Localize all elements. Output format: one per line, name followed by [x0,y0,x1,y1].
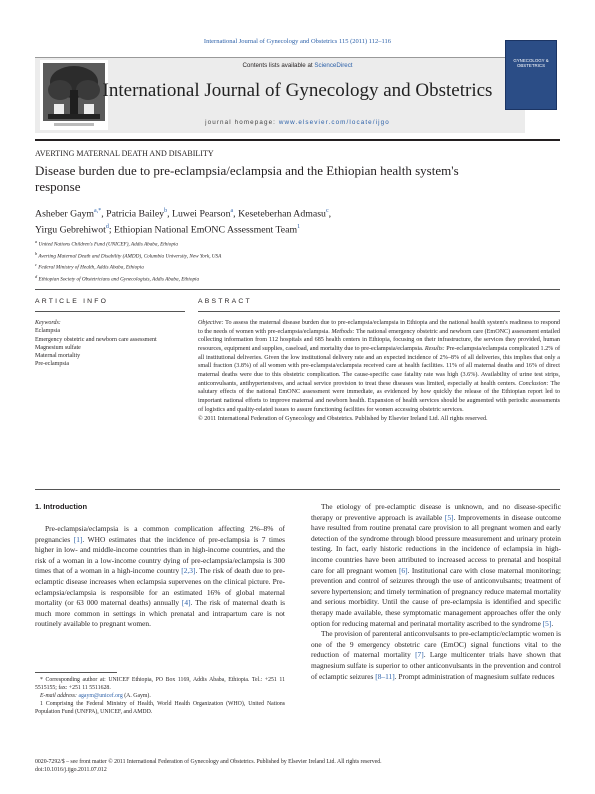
author-name: Luwei Pearson [171,208,231,220]
objective-label: Objective: [198,320,224,326]
email-label: E-mail address: [40,693,79,699]
intro-paragraph-3 [311,629,561,682]
body-text: Pre-eclampsia/eclampsia is a common complication affecting 2%–8% of pregnancies [35,524,285,544]
body-text: . The risk of death due to pre-eclamptic disease increases when eclampsia supervenes on the clinical picture. Pre-eclampsia/eclampsia is responsible for an estimated 16% of global maternal mortality (or 63 000 maternal deaths) annually [35,566,285,608]
abstract-copyright: © 2011 International Federation of Gynecology and Obstetrics. Published by Elsevier Ireland Ltd. All rights reserved. [198,416,488,423]
affiliation-text: Ethiopian Society of Obstetricians and Gynecologists, Addis Ababa, Ethiopia [38,276,200,283]
author-name: Patricia Bailey [106,208,165,220]
objective-text: To assess the maternal disease burden due to pre-eclampsia/eclampsia in Ethiopia and the national health system's readiness to respond to the needs of women with pre-eclampsia/eclampsia. [198,320,560,335]
results-text: Pre-eclampsia/eclampsia complicated 1.2% of all institutional deliveries. Given the low institutional delivery rate and an expected incidence of 2%–8% of all deliveries, this implies that only a small fraction (3.8%) of all women with pre-eclampsia/eclampsia received care at health facilities. 11% of all maternal deaths and 16% of direct maternal deaths were due to this obstetric complication. The cause-specific case fatality rate was high (3.6%). Availability of urine test strips, anticonvulsants, antihypertensives, and actual service provision to treat these diseases was limited, especially at health centers. [198,345,560,387]
article-info-underline [35,311,185,312]
author-affil-mark[interactable]: a,* [94,208,102,214]
abstract-paragraph [198,319,560,414]
keywords-label: Keywords: [35,320,61,326]
keyword: Magnesium sulfate [35,344,81,351]
affiliation-mark: d [35,273,38,279]
body-left-column [35,502,285,630]
intro-paragraph-1 [35,524,285,630]
journal-cover-image [505,40,557,110]
contents-prefix: Contents lists available at [242,62,315,69]
author-affil-mark[interactable]: b [164,208,168,214]
body-text: The etiology of pre-eclamptic disease is unknown, and no disease-specific therapy or preventive approach is available [311,502,561,522]
homepage-link[interactable]: www.elsevier.com/locate/ijgo [278,119,390,126]
authors-line-1: Asheber Gaym$^{a,*}$, Patricia Bailey$^b$, Luwei Pearson$^a$, Keseteberhan Admasu$^c$, [35,208,332,220]
citation-link[interactable]: [8–11] [375,671,395,681]
journal-title: International Journal of Gynecology and Obstetrics [102,80,493,101]
body-text: . Large multicenter trials have shown that magnesium sulfate is superior to other anticonvulsants in the prevention and control of eclamptic seizures [311,650,561,681]
sciencedirect-link[interactable]: ScienceDirect [314,62,353,69]
citation-link[interactable]: [1] [73,534,83,544]
doi-line: doi:10.1016/j.ijgo.2011.07.012 [35,767,107,773]
methods-text: The national emergency obstetric and newborn care (EmONC) assessment entailed collecting information from 112 hospitals and 685 health centers in Ethiopia, focusing on their infrastructure, the services they provided, human resources, equipment and supplies, caseload, and mortality due to pre-eclampsia/eclampsia. [198,328,560,352]
citation-link[interactable]: [4] [181,598,191,608]
affiliation-mark: c [35,262,37,268]
author-name: Ethiopian National EmONC Assessment Team [114,224,298,236]
citation-link[interactable]: [2,3] [181,566,196,576]
abstract-heading: ABSTRACT [198,298,252,305]
email-note [35,692,285,700]
author-affil-mark[interactable]: c [325,208,329,214]
issn-line: 0020-7292/$ – see front matter © 2011 International Federation of Gynecology and Obstetrics. Published by Elsevier Ireland Ltd. All rights reserved. [35,759,382,765]
authors-line-2: Yirgu Gebrehiwot$^d$; Ethiopian National EmONC Assessment Team$^1$ [35,223,301,236]
section-label: AVERTING MATERNAL DEATH AND DISABILITY [35,149,214,158]
affiliation-text: United Nations Children's Fund (UNICEF), Addis Ababa, Ethiopia [38,241,178,248]
affiliation-text: Federal Ministry of Health, Addis Ababa, Ethiopia [38,264,144,271]
running-head: International Journal of Gynecology and Obstetrics 115 (2011) 112–116 [203,38,392,45]
body-text: . Prompt administration of magnesium sulfate reduces [394,671,555,681]
introduction-heading: 1. Introduction [35,502,88,511]
body-text: The provision of parenteral anticonvulsants to pre-eclamptic/eclamptic women is one of the 9 emergency obstetric care (EmOC) signal functions vital to the reduction of maternal mortality [311,629,561,660]
keyword: Eclampsia [35,328,60,335]
journal-homepage [0,119,595,126]
body-right-column [311,502,561,682]
citation-link[interactable]: [5] [444,512,454,522]
keywords-list [35,327,185,368]
email-link[interactable]: agaym@unicef.org [78,693,123,699]
abstract-body [198,319,560,424]
affiliation-mark: b [35,250,38,256]
body-text: . [551,618,554,628]
results-label: Results: [423,345,445,352]
homepage-label: journal homepage: [205,119,279,126]
author-affil-mark[interactable]: 1 [297,223,301,230]
abstract-bottom-rule [35,489,560,490]
keyword: Emergency obstetric and newborn care assessment [35,336,157,343]
bottom-matter [35,758,560,774]
citation-link[interactable]: [6] [398,565,408,575]
article-title: Disease burden due to pre-eclampsia/eclampsia and the Ethiopian health system's response [35,163,459,194]
article-info-rule [35,289,560,290]
affiliation-text: Averting Maternal Death and Disability (AMDD), Columbia University, New York, USA [38,253,222,260]
affiliation-line [35,261,560,273]
article-info-heading: ARTICLE INFO [35,298,109,305]
author-name: Asheber Gaym [35,208,95,220]
author-affil-mark[interactable]: d [105,223,109,230]
footnotes [35,676,285,716]
email-suffix: (A. Gaym). [122,693,151,699]
body-text: . WHO estimates that the incidence of pre-eclampsia is 7 times higher in low- and middle-income countries than in high-income countries, and the risk of a woman in a low-income country dying of pre-eclampsia/eclampsia is 300 times that of a woman in a high-income country [35,534,285,576]
author-name: Yirgu Gebrehiwot [35,224,106,236]
affiliations [35,238,560,284]
affiliation-line [35,273,560,285]
corresponding-author-note: * Corresponding author at: UNICEF Ethiopia, PO Box 1169, Addis Ababa, Ethiopia. Tel.: +251 11 5515155; fax: +251 11 5511628. [35,677,285,691]
abstract-underline [198,311,560,312]
keyword: Maternal mortality [35,353,81,360]
affiliation-line [35,238,560,250]
author-list [35,205,560,237]
affiliation-line [35,250,560,262]
methods-label: Methods: [329,328,355,335]
team-note: 1 Comprising the Federal Ministry of Health, World Health Organization (WHO), United Nations Population Fund (UNFPA), UNICEF, and AMDD. [35,701,285,715]
affiliation-mark: a [35,239,38,244]
author-affil-mark[interactable]: a [230,208,234,214]
author-name: Keseteberhan Admasu [238,208,326,220]
body-text: . Improvements in disease outcome have resulted from routine prenatal care provision to all pregnant women and early detection of the syndrome through blood pressure measurement and urinary protein testing. In fact, early historic reductions in the incidence of eclampsia in high-income countries have been attributed to increased access to prenatal and hospital care for all pregnant women [311,512,562,575]
keywords-block [35,319,185,369]
header-rule [35,139,560,141]
body-text: . Institutional care with close maternal monitoring; prevention and control of seizures through the use of anticonvulsants; treatment of severe hypertension; and timely termination of pregnancy reduce maternal mortality and serious morbidity. Until the cause of pre-eclampsia is identified and specific therapy made available, these symptomatic management approaches offer the only option for reducing maternal and perinatal mortality ascribed to the syndrome [311,565,561,628]
citation-link[interactable]: [7] [415,650,424,660]
journal-cover-text: GYNECOLOGY & OBSTETRICS [513,58,549,68]
conclusion-label: Conclusion: [516,380,549,387]
intro-paragraph-2 [311,502,561,629]
body-text: . The risk of maternal death is much more common in settings in which prenatal and intrapartum care is not routinely available to pregnant women. [35,598,285,629]
conclusion-text: The salutary effects of the national EmONC assessment were immediate, as evidenced by how quickly the release of the Ethiopian report led to important national efforts to improve maternal and newborn health. Expansion of health services should be augmented with periodic assessments of logistics and quality-related issues to assure functioning facilities for women accessing obstetric services. [198,380,560,413]
citation-link[interactable]: [5] [542,618,552,628]
keyword: Pre-eclampsia [35,361,69,368]
footnote-rule [35,672,117,673]
